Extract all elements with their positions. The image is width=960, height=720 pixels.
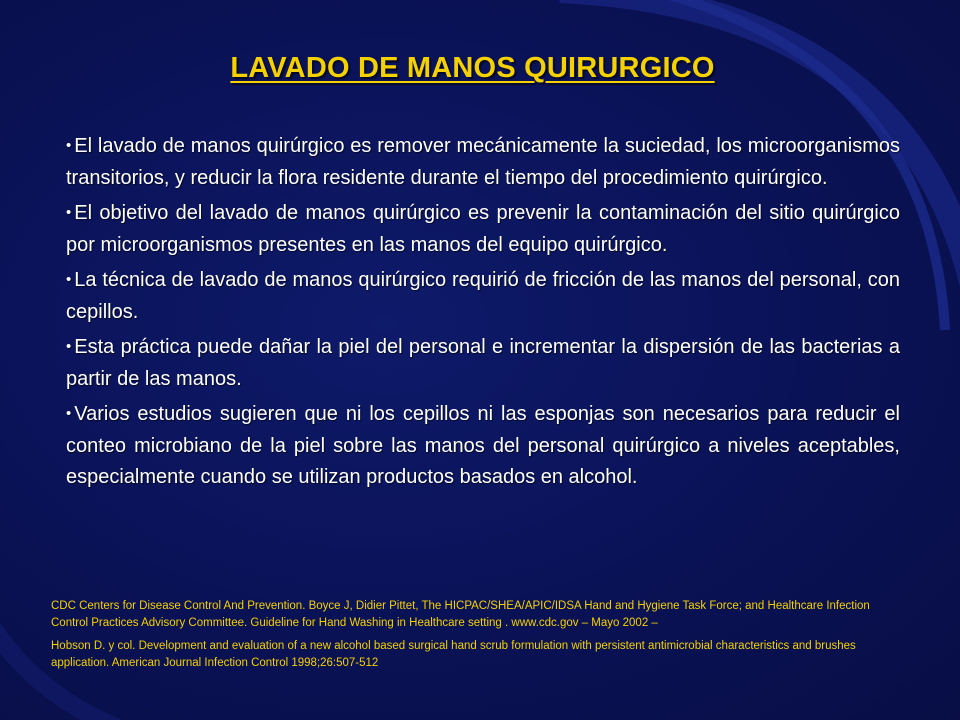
bullet-item bbox=[66, 398, 900, 494]
bullet-text: El objetivo del lavado de manos quirúrgico es prevenir la contaminación del sitio quirúrgico por microorganismos presentes en las manos del equipo quirúrgico. bbox=[66, 202, 900, 256]
bullet-text: El lavado de manos quirúrgico es remover mecánicamente la suciedad, los microorganismos transitorios, y reducir la flora residente durante el tiempo del procedimiento quirúrgico. bbox=[66, 135, 900, 189]
bullet-text: La técnica de lavado de manos quirúrgico requirió de fricción de las manos del personal, con cepillos. bbox=[66, 269, 900, 323]
bullet-item bbox=[66, 331, 900, 395]
bullet-dot: • bbox=[66, 405, 72, 422]
bullet-item bbox=[66, 264, 900, 328]
bullet-dot: • bbox=[66, 338, 72, 355]
bullet-text: Varios estudios sugieren que ni los cepillos ni las esponjas son necesarios para reducir el conteo microbiano de la piel sobre las manos del personal quirúrgico a niveles aceptables, especialmente cuando se utilizan productos basados en alcohol. bbox=[66, 403, 900, 488]
bullet-dot: • bbox=[66, 271, 72, 288]
bullet-text: Esta práctica puede dañar la piel del personal e incrementar la dispersión de las bacterias a partir de las manos. bbox=[66, 336, 900, 390]
references bbox=[51, 598, 903, 678]
bullet-item bbox=[66, 197, 900, 261]
bullet-list bbox=[66, 130, 900, 497]
bullet-dot: • bbox=[66, 204, 72, 221]
reference-cdc: CDC Centers for Disease Control And Prevention. Boyce J, Didier Pittet, The HICPAC/SHEA/APIC/IDSA Hand and Hygiene Task Force; and Healthcare Infection Control Practices Advisory Committee. Guideline for Hand Washing in Healthcare setting . www.cdc.gov – Mayo 2002 – bbox=[51, 600, 870, 629]
bullet-item bbox=[66, 130, 900, 194]
slide-title: LAVADO DE MANOS QUIRURGICO bbox=[230, 52, 715, 84]
reference-hobson: Hobson D. y col. Development and evaluation of a new alcohol based surgical hand scrub formulation with persistent antimicrobial characteristics and brushes application. American Journal Infection Control 1998;26:507-512 bbox=[51, 640, 856, 669]
bullet-dot: • bbox=[66, 137, 72, 154]
